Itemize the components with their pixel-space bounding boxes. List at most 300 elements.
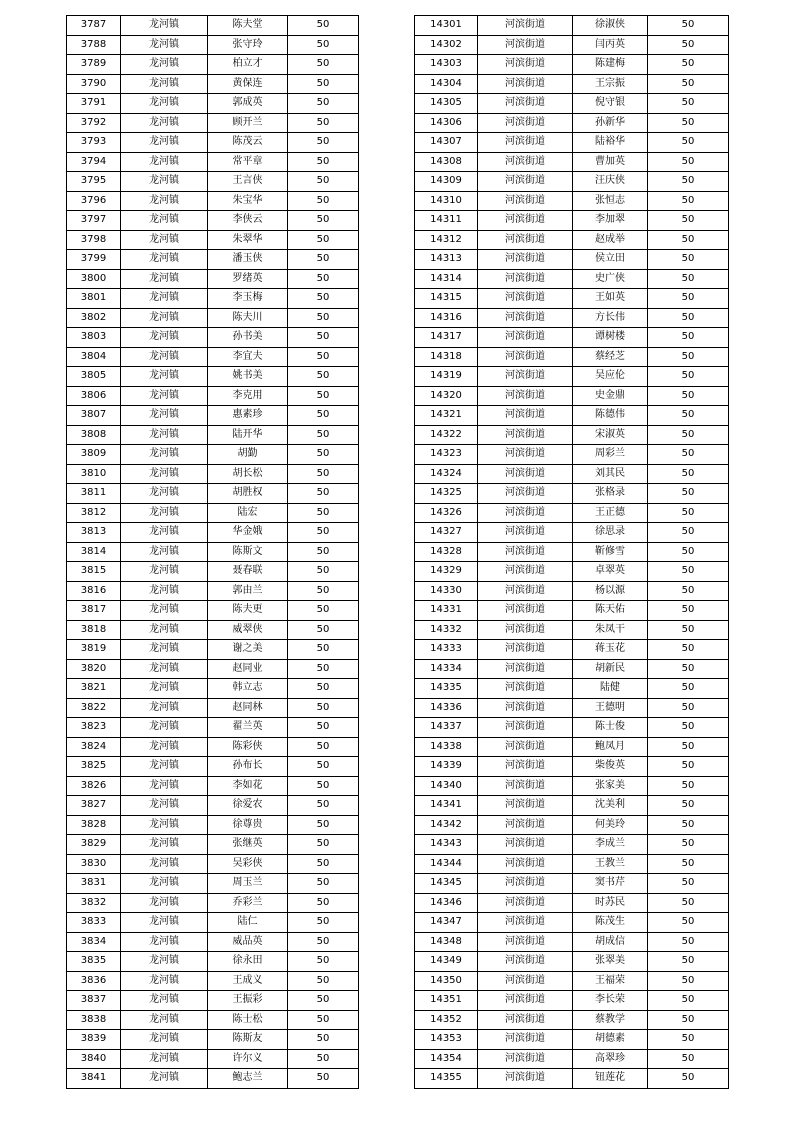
amount-cell: 50 xyxy=(288,971,359,991)
town-cell: 河滨街道 xyxy=(478,269,573,289)
amount-cell: 50 xyxy=(288,737,359,757)
town-cell: 河滨街道 xyxy=(478,971,573,991)
town-cell: 河滨街道 xyxy=(478,698,573,718)
serial-number-cell: 3793 xyxy=(67,133,121,153)
name-cell: 方长伟 xyxy=(573,308,648,328)
serial-number-cell: 14315 xyxy=(415,289,478,309)
town-cell: 河滨街道 xyxy=(478,1030,573,1050)
table-row xyxy=(67,913,359,933)
amount-cell: 50 xyxy=(288,484,359,504)
town-cell: 河滨街道 xyxy=(478,1069,573,1089)
table-row xyxy=(67,55,359,75)
town-cell: 河滨街道 xyxy=(478,932,573,952)
amount-cell: 50 xyxy=(648,620,729,640)
name-cell: 鲍志兰 xyxy=(208,1069,288,1089)
name-cell: 赵同林 xyxy=(208,698,288,718)
name-cell: 吴彩侠 xyxy=(208,854,288,874)
amount-cell: 50 xyxy=(648,464,729,484)
table-row xyxy=(415,35,729,55)
name-cell: 柏立才 xyxy=(208,55,288,75)
serial-number-cell: 3804 xyxy=(67,347,121,367)
table-row xyxy=(67,854,359,874)
table-row xyxy=(415,659,729,679)
amount-cell: 50 xyxy=(648,152,729,172)
name-cell: 陈士俊 xyxy=(573,718,648,738)
amount-cell: 50 xyxy=(288,776,359,796)
table-row xyxy=(415,835,729,855)
table-row xyxy=(67,406,359,426)
serial-number-cell: 3797 xyxy=(67,211,121,231)
name-cell: 陈士松 xyxy=(208,1010,288,1030)
amount-cell: 50 xyxy=(648,172,729,192)
amount-cell: 50 xyxy=(288,698,359,718)
table-row xyxy=(415,386,729,406)
name-cell: 王言侠 xyxy=(208,172,288,192)
serial-number-cell: 3819 xyxy=(67,640,121,660)
serial-number-cell: 14304 xyxy=(415,74,478,94)
roster-table-left-body xyxy=(67,16,359,1089)
town-cell: 河滨街道 xyxy=(478,113,573,133)
table-row xyxy=(67,796,359,816)
town-cell: 河滨街道 xyxy=(478,679,573,699)
amount-cell: 50 xyxy=(648,698,729,718)
serial-number-cell: 3825 xyxy=(67,757,121,777)
name-cell: 陈天佑 xyxy=(573,601,648,621)
name-cell: 陈建梅 xyxy=(573,55,648,75)
table-row xyxy=(415,913,729,933)
name-cell: 徐淑侠 xyxy=(573,16,648,36)
name-cell: 张继英 xyxy=(208,835,288,855)
amount-cell: 50 xyxy=(648,289,729,309)
table-row xyxy=(415,133,729,153)
serial-number-cell: 14308 xyxy=(415,152,478,172)
amount-cell: 50 xyxy=(648,94,729,114)
amount-cell: 50 xyxy=(288,347,359,367)
serial-number-cell: 3836 xyxy=(67,971,121,991)
serial-number-cell: 3834 xyxy=(67,932,121,952)
amount-cell: 50 xyxy=(648,796,729,816)
table-row xyxy=(415,542,729,562)
serial-number-cell: 14329 xyxy=(415,562,478,582)
amount-cell: 50 xyxy=(288,835,359,855)
town-cell: 龙河镇 xyxy=(121,1010,208,1030)
serial-number-cell: 14328 xyxy=(415,542,478,562)
name-cell: 汪庆侠 xyxy=(573,172,648,192)
town-cell: 龙河镇 xyxy=(121,562,208,582)
serial-number-cell: 3790 xyxy=(67,74,121,94)
table-row xyxy=(415,893,729,913)
serial-number-cell: 14317 xyxy=(415,328,478,348)
town-cell: 河滨街道 xyxy=(478,230,573,250)
table-row xyxy=(67,74,359,94)
name-cell: 赵同业 xyxy=(208,659,288,679)
town-cell: 龙河镇 xyxy=(121,659,208,679)
town-cell: 河滨街道 xyxy=(478,854,573,874)
amount-cell: 50 xyxy=(288,932,359,952)
town-cell: 龙河镇 xyxy=(121,523,208,543)
town-cell: 龙河镇 xyxy=(121,776,208,796)
name-cell: 黄保连 xyxy=(208,74,288,94)
table-row xyxy=(415,991,729,1011)
town-cell: 龙河镇 xyxy=(121,503,208,523)
table-row xyxy=(67,971,359,991)
town-cell: 龙河镇 xyxy=(121,74,208,94)
serial-number-cell: 14336 xyxy=(415,698,478,718)
name-cell: 郭成英 xyxy=(208,94,288,114)
table-row xyxy=(415,503,729,523)
town-cell: 河滨街道 xyxy=(478,620,573,640)
amount-cell: 50 xyxy=(288,74,359,94)
town-cell: 河滨街道 xyxy=(478,308,573,328)
amount-cell: 50 xyxy=(288,542,359,562)
name-cell: 杨以源 xyxy=(573,581,648,601)
amount-cell: 50 xyxy=(288,133,359,153)
amount-cell: 50 xyxy=(288,640,359,660)
table-row xyxy=(415,874,729,894)
table-row xyxy=(67,191,359,211)
serial-number-cell: 14324 xyxy=(415,464,478,484)
amount-cell: 50 xyxy=(648,484,729,504)
amount-cell: 50 xyxy=(648,133,729,153)
name-cell: 顾开兰 xyxy=(208,113,288,133)
name-cell: 华金娥 xyxy=(208,523,288,543)
serial-number-cell: 3788 xyxy=(67,35,121,55)
table-row xyxy=(67,503,359,523)
serial-number-cell: 3800 xyxy=(67,269,121,289)
town-cell: 龙河镇 xyxy=(121,815,208,835)
amount-cell: 50 xyxy=(648,367,729,387)
town-cell: 龙河镇 xyxy=(121,269,208,289)
table-row xyxy=(415,464,729,484)
town-cell: 河滨街道 xyxy=(478,776,573,796)
name-cell: 倪守银 xyxy=(573,94,648,114)
amount-cell: 50 xyxy=(288,952,359,972)
table-row xyxy=(415,718,729,738)
serial-number-cell: 3812 xyxy=(67,503,121,523)
name-cell: 胡胜权 xyxy=(208,484,288,504)
serial-number-cell: 3802 xyxy=(67,308,121,328)
serial-number-cell: 14313 xyxy=(415,250,478,270)
serial-number-cell: 14350 xyxy=(415,971,478,991)
name-cell: 赵成举 xyxy=(573,230,648,250)
amount-cell: 50 xyxy=(648,113,729,133)
town-cell: 龙河镇 xyxy=(121,718,208,738)
serial-number-cell: 3794 xyxy=(67,152,121,172)
name-cell: 朱宝华 xyxy=(208,191,288,211)
name-cell: 何美玲 xyxy=(573,815,648,835)
amount-cell: 50 xyxy=(648,74,729,94)
amount-cell: 50 xyxy=(288,425,359,445)
town-cell: 河滨街道 xyxy=(478,659,573,679)
town-cell: 龙河镇 xyxy=(121,328,208,348)
town-cell: 河滨街道 xyxy=(478,737,573,757)
amount-cell: 50 xyxy=(648,776,729,796)
serial-number-cell: 14310 xyxy=(415,191,478,211)
amount-cell: 50 xyxy=(288,718,359,738)
name-cell: 时苏民 xyxy=(573,893,648,913)
table-row xyxy=(67,328,359,348)
amount-cell: 50 xyxy=(288,854,359,874)
serial-number-cell: 3803 xyxy=(67,328,121,348)
town-cell: 河滨街道 xyxy=(478,913,573,933)
name-cell: 张守玲 xyxy=(208,35,288,55)
name-cell: 威翠侠 xyxy=(208,620,288,640)
serial-number-cell: 3823 xyxy=(67,718,121,738)
serial-number-cell: 3791 xyxy=(67,94,121,114)
town-cell: 龙河镇 xyxy=(121,367,208,387)
name-cell: 陈斯文 xyxy=(208,542,288,562)
table-row xyxy=(67,35,359,55)
table-row xyxy=(415,971,729,991)
town-cell: 河滨街道 xyxy=(478,523,573,543)
town-cell: 龙河镇 xyxy=(121,971,208,991)
amount-cell: 50 xyxy=(288,796,359,816)
town-cell: 河滨街道 xyxy=(478,893,573,913)
amount-cell: 50 xyxy=(648,250,729,270)
serial-number-cell: 3839 xyxy=(67,1030,121,1050)
table-row xyxy=(67,269,359,289)
amount-cell: 50 xyxy=(648,815,729,835)
serial-number-cell: 3795 xyxy=(67,172,121,192)
name-cell: 钮莲花 xyxy=(573,1069,648,1089)
town-cell: 河滨街道 xyxy=(478,1049,573,1069)
amount-cell: 50 xyxy=(288,55,359,75)
town-cell: 河滨街道 xyxy=(478,445,573,465)
serial-number-cell: 14323 xyxy=(415,445,478,465)
amount-cell: 50 xyxy=(288,152,359,172)
serial-number-cell: 14344 xyxy=(415,854,478,874)
serial-number-cell: 14305 xyxy=(415,94,478,114)
table-row xyxy=(67,386,359,406)
serial-number-cell: 3792 xyxy=(67,113,121,133)
serial-number-cell: 14343 xyxy=(415,835,478,855)
table-row xyxy=(67,698,359,718)
serial-number-cell: 3827 xyxy=(67,796,121,816)
name-cell: 翟兰英 xyxy=(208,718,288,738)
amount-cell: 50 xyxy=(288,35,359,55)
name-cell: 谭树楼 xyxy=(573,328,648,348)
serial-number-cell: 14349 xyxy=(415,952,478,972)
table-row xyxy=(67,425,359,445)
serial-number-cell: 14339 xyxy=(415,757,478,777)
serial-number-cell: 14334 xyxy=(415,659,478,679)
town-cell: 河滨街道 xyxy=(478,191,573,211)
name-cell: 陈茂生 xyxy=(573,913,648,933)
name-cell: 蔡教学 xyxy=(573,1010,648,1030)
amount-cell: 50 xyxy=(288,230,359,250)
serial-number-cell: 14340 xyxy=(415,776,478,796)
table-row xyxy=(415,172,729,192)
amount-cell: 50 xyxy=(648,503,729,523)
table-row xyxy=(415,932,729,952)
town-cell: 龙河镇 xyxy=(121,347,208,367)
name-cell: 曹加英 xyxy=(573,152,648,172)
serial-number-cell: 3789 xyxy=(67,55,121,75)
table-row xyxy=(67,133,359,153)
serial-number-cell: 14301 xyxy=(415,16,478,36)
amount-cell: 50 xyxy=(648,1010,729,1030)
amount-cell: 50 xyxy=(288,679,359,699)
name-cell: 王教兰 xyxy=(573,854,648,874)
serial-number-cell: 3837 xyxy=(67,991,121,1011)
town-cell: 河滨街道 xyxy=(478,991,573,1011)
table-row xyxy=(415,425,729,445)
amount-cell: 50 xyxy=(648,737,729,757)
table-row xyxy=(67,932,359,952)
table-row xyxy=(415,1049,729,1069)
amount-cell: 50 xyxy=(288,893,359,913)
amount-cell: 50 xyxy=(288,991,359,1011)
name-cell: 罗绪英 xyxy=(208,269,288,289)
name-cell: 胡德素 xyxy=(573,1030,648,1050)
table-row xyxy=(67,211,359,231)
serial-number-cell: 14320 xyxy=(415,386,478,406)
town-cell: 龙河镇 xyxy=(121,1069,208,1089)
name-cell: 徐爱农 xyxy=(208,796,288,816)
serial-number-cell: 14348 xyxy=(415,932,478,952)
amount-cell: 50 xyxy=(648,874,729,894)
name-cell: 陆开华 xyxy=(208,425,288,445)
serial-number-cell: 3820 xyxy=(67,659,121,679)
town-cell: 龙河镇 xyxy=(121,698,208,718)
table-row xyxy=(415,796,729,816)
name-cell: 孙布长 xyxy=(208,757,288,777)
town-cell: 龙河镇 xyxy=(121,640,208,660)
amount-cell: 50 xyxy=(288,913,359,933)
serial-number-cell: 3814 xyxy=(67,542,121,562)
name-cell: 李长荣 xyxy=(573,991,648,1011)
town-cell: 河滨街道 xyxy=(478,406,573,426)
amount-cell: 50 xyxy=(288,1010,359,1030)
town-cell: 河滨街道 xyxy=(478,211,573,231)
table-row xyxy=(415,698,729,718)
town-cell: 河滨街道 xyxy=(478,952,573,972)
table-row xyxy=(415,94,729,114)
amount-cell: 50 xyxy=(648,542,729,562)
serial-number-cell: 14335 xyxy=(415,679,478,699)
table-row xyxy=(67,230,359,250)
amount-cell: 50 xyxy=(648,406,729,426)
town-cell: 河滨街道 xyxy=(478,581,573,601)
name-cell: 张恒志 xyxy=(573,191,648,211)
amount-cell: 50 xyxy=(648,55,729,75)
amount-cell: 50 xyxy=(288,464,359,484)
amount-cell: 50 xyxy=(288,503,359,523)
town-cell: 龙河镇 xyxy=(121,796,208,816)
amount-cell: 50 xyxy=(648,425,729,445)
name-cell: 常平章 xyxy=(208,152,288,172)
town-cell: 龙河镇 xyxy=(121,55,208,75)
table-row xyxy=(67,542,359,562)
town-cell: 河滨街道 xyxy=(478,133,573,153)
town-cell: 龙河镇 xyxy=(121,113,208,133)
table-row xyxy=(67,679,359,699)
serial-number-cell: 14326 xyxy=(415,503,478,523)
name-cell: 胡长松 xyxy=(208,464,288,484)
town-cell: 河滨街道 xyxy=(478,562,573,582)
name-cell: 陆健 xyxy=(573,679,648,699)
serial-number-cell: 3809 xyxy=(67,445,121,465)
table-row xyxy=(415,367,729,387)
table-row xyxy=(415,230,729,250)
serial-number-cell: 3787 xyxy=(67,16,121,36)
table-row xyxy=(67,152,359,172)
table-row xyxy=(67,991,359,1011)
amount-cell: 50 xyxy=(288,1049,359,1069)
table-row xyxy=(415,581,729,601)
town-cell: 龙河镇 xyxy=(121,542,208,562)
name-cell: 李加翠 xyxy=(573,211,648,231)
table-row xyxy=(67,367,359,387)
serial-number-cell: 14347 xyxy=(415,913,478,933)
table-row xyxy=(67,289,359,309)
table-row xyxy=(415,757,729,777)
serial-number-cell: 3810 xyxy=(67,464,121,484)
table-row xyxy=(415,211,729,231)
amount-cell: 50 xyxy=(648,1069,729,1089)
serial-number-cell: 14354 xyxy=(415,1049,478,1069)
table-row xyxy=(415,815,729,835)
town-cell: 龙河镇 xyxy=(121,230,208,250)
name-cell: 胡勤 xyxy=(208,445,288,465)
table-row xyxy=(415,406,729,426)
table-row xyxy=(67,659,359,679)
serial-number-cell: 14318 xyxy=(415,347,478,367)
table-row xyxy=(415,679,729,699)
town-cell: 河滨街道 xyxy=(478,796,573,816)
name-cell: 闫丙英 xyxy=(573,35,648,55)
town-cell: 河滨街道 xyxy=(478,289,573,309)
town-cell: 龙河镇 xyxy=(121,250,208,270)
town-cell: 龙河镇 xyxy=(121,952,208,972)
serial-number-cell: 14330 xyxy=(415,581,478,601)
serial-number-cell: 3811 xyxy=(67,484,121,504)
town-cell: 河滨街道 xyxy=(478,367,573,387)
table-row xyxy=(415,562,729,582)
amount-cell: 50 xyxy=(648,386,729,406)
serial-number-cell: 14355 xyxy=(415,1069,478,1089)
town-cell: 龙河镇 xyxy=(121,16,208,36)
town-cell: 河滨街道 xyxy=(478,74,573,94)
serial-number-cell: 3806 xyxy=(67,386,121,406)
serial-number-cell: 3798 xyxy=(67,230,121,250)
serial-number-cell: 3807 xyxy=(67,406,121,426)
town-cell: 河滨街道 xyxy=(478,464,573,484)
name-cell: 胡新民 xyxy=(573,659,648,679)
serial-number-cell: 14346 xyxy=(415,893,478,913)
serial-number-cell: 3822 xyxy=(67,698,121,718)
table-row xyxy=(67,640,359,660)
name-cell: 张格录 xyxy=(573,484,648,504)
table-row xyxy=(67,776,359,796)
town-cell: 龙河镇 xyxy=(121,386,208,406)
amount-cell: 50 xyxy=(288,269,359,289)
table-row xyxy=(67,835,359,855)
town-cell: 河滨街道 xyxy=(478,484,573,504)
table-row xyxy=(67,16,359,36)
serial-number-cell: 3799 xyxy=(67,250,121,270)
town-cell: 龙河镇 xyxy=(121,893,208,913)
name-cell: 卓翠英 xyxy=(573,562,648,582)
table-row xyxy=(67,874,359,894)
name-cell: 陈夫堂 xyxy=(208,16,288,36)
name-cell: 李如花 xyxy=(208,776,288,796)
name-cell: 潘玉侠 xyxy=(208,250,288,270)
serial-number-cell: 14316 xyxy=(415,308,478,328)
town-cell: 龙河镇 xyxy=(121,445,208,465)
table-row xyxy=(67,445,359,465)
table-row xyxy=(415,250,729,270)
